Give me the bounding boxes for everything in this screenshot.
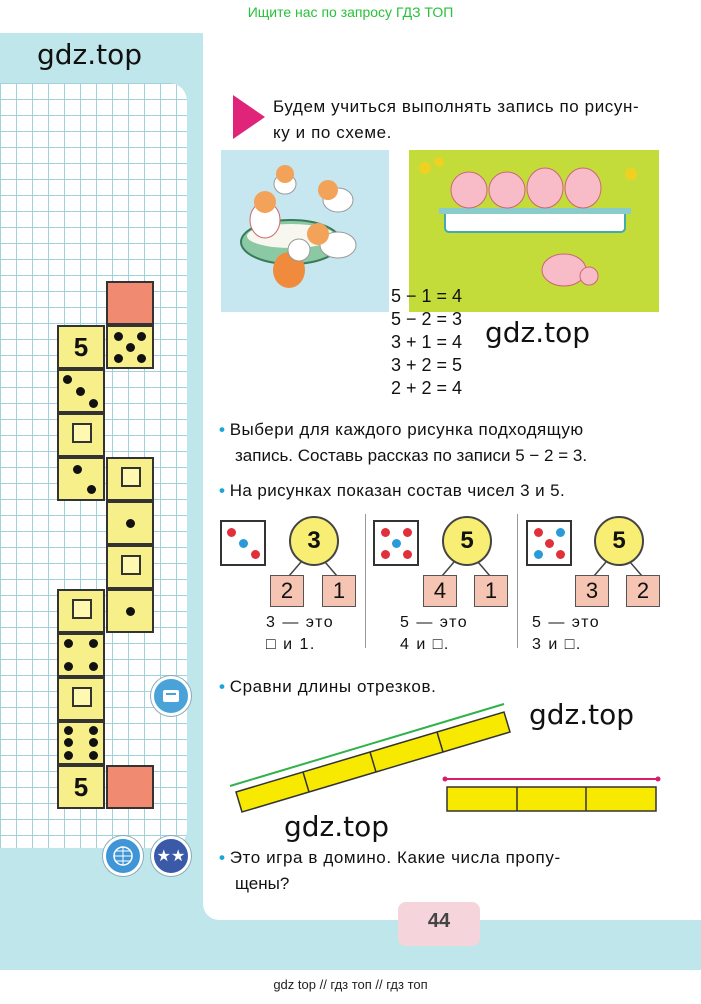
watermark: gdz.top <box>529 698 635 731</box>
divider <box>365 514 366 648</box>
composition-text: 5 — это 4 и □. <box>400 614 469 653</box>
watermark: gdz.top <box>284 810 390 843</box>
domino-half-missing <box>106 545 154 589</box>
part-box: 3 <box>575 575 609 607</box>
whole-number-circle: 5 <box>594 516 644 566</box>
whole-number-circle: 5 <box>442 516 492 566</box>
task-domino: • Это игра в домино. Какие числа пропу- щены? <box>219 848 561 893</box>
domino-half <box>106 325 154 369</box>
part-box: 2 <box>626 575 660 607</box>
composition-text: 3 — это □ и 1. <box>266 614 335 653</box>
dice-three <box>220 520 266 566</box>
domino-half <box>57 369 105 413</box>
stars-icon[interactable]: ★★ <box>151 836 191 876</box>
domino-half-missing <box>106 457 154 501</box>
intro-text: Будем учиться выполнять запись по рисун- ку и по схеме. <box>273 97 640 142</box>
top-banner: Ищите нас по запросу ГДЗ ТОП <box>247 4 454 20</box>
part-box: 1 <box>474 575 508 607</box>
domino-half-red <box>106 281 154 325</box>
domino-half <box>57 457 105 501</box>
domino-half-red <box>106 765 154 809</box>
watermark: gdz.top <box>485 316 591 349</box>
equation: 3 + 1 = 4 <box>391 332 463 352</box>
dice-five <box>373 520 419 566</box>
page-number: 44 <box>398 902 480 946</box>
part-box: 4 <box>423 575 457 607</box>
domino-half <box>106 501 154 545</box>
domino-half-missing <box>57 413 105 457</box>
equation: 3 + 2 = 5 <box>391 355 463 375</box>
segments-figure <box>228 700 668 820</box>
task-choose-record: • Выбери для каждого рисунка подходящую запись. Составь рассказ по записи 5 − 2 = 3. <box>219 420 588 465</box>
domino-half-number <box>57 325 105 369</box>
play-triangle-icon <box>233 95 265 139</box>
domino-half <box>57 721 105 765</box>
domino-half-number <box>57 765 105 809</box>
whole-number-circle: 3 <box>289 516 339 566</box>
domino-number: 5 <box>73 771 89 802</box>
book-icon[interactable] <box>151 676 191 716</box>
bottom-banner: gdz top // гдз топ // гдз топ <box>273 977 428 992</box>
domino-number: 5 <box>73 331 89 362</box>
divider <box>517 514 518 648</box>
domino-half-missing <box>57 677 105 721</box>
domino-half <box>57 633 105 677</box>
composition-text: 5 — это 3 и □. <box>532 614 601 653</box>
globe-icon[interactable] <box>103 836 143 876</box>
domino-half <box>106 589 154 633</box>
equation: 5 − 2 = 3 <box>391 309 463 329</box>
part-box: 2 <box>270 575 304 607</box>
task-composition: • На рисунках показан состав чисел 3 и 5. <box>219 481 566 500</box>
equation: 5 − 1 = 4 <box>391 286 463 306</box>
dice-five <box>526 520 572 566</box>
kittens-picture <box>221 150 389 312</box>
task-compare-segments: • Сравни длины отрезков. <box>219 677 437 696</box>
part-box: 1 <box>322 575 356 607</box>
watermark: gdz.top <box>37 38 143 71</box>
equation: 2 + 2 = 4 <box>391 378 463 398</box>
domino-half-missing <box>57 589 105 633</box>
